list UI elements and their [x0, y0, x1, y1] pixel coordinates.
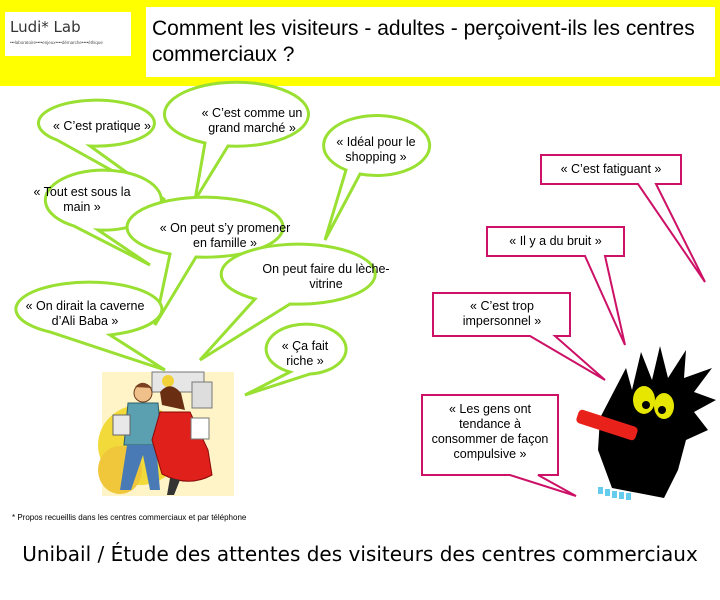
- quote-pratique: « C’est pratique »: [53, 119, 151, 133]
- quote-grand-marche: « C’est comme un grand marché »: [201, 106, 303, 135]
- quote-leche-vitrine: On peut faire du lèche-vitrine: [262, 262, 390, 291]
- quote-riche: « Ça fait riche »: [281, 339, 329, 368]
- quote-shopping: « Idéal pour le shopping »: [336, 135, 416, 164]
- footnote: * Propos recueillis dans les centres commerciaux et par téléphone: [12, 513, 247, 522]
- footer-caption: Unibail / Étude des attentes des visiteurs des centres commerciaux: [22, 542, 698, 566]
- quote-famille: « On peut s’y promener en famille »: [159, 221, 291, 250]
- shopping-couple-illustration: [98, 372, 234, 496]
- logo-tagline: •••laboratoire••••enjeux••••démarche••••éthique: [10, 40, 103, 45]
- quote-sous-la-main: « Tout est sous la main »: [33, 185, 131, 214]
- quote-fatiguant: « C’est fatiguant »: [560, 162, 662, 176]
- grumpy-character-illustration: [575, 346, 716, 500]
- logo-name: Ludi* Lab: [10, 18, 81, 36]
- quote-ali-baba: « On dirait la caverne d’Ali Baba »: [25, 299, 145, 328]
- quote-bruit: « Il y a du bruit »: [509, 234, 602, 248]
- quote-compulsive: « Les gens ont tendance à consommer de façon compulsive »: [431, 402, 549, 461]
- quote-impersonnel: « C’est trop impersonnel »: [462, 299, 542, 328]
- bubble-grand-marche: [164, 82, 308, 200]
- slide-title: Comment les visiteurs - adultes - perçoivent-ils les centres commerciaux ?: [152, 17, 695, 66]
